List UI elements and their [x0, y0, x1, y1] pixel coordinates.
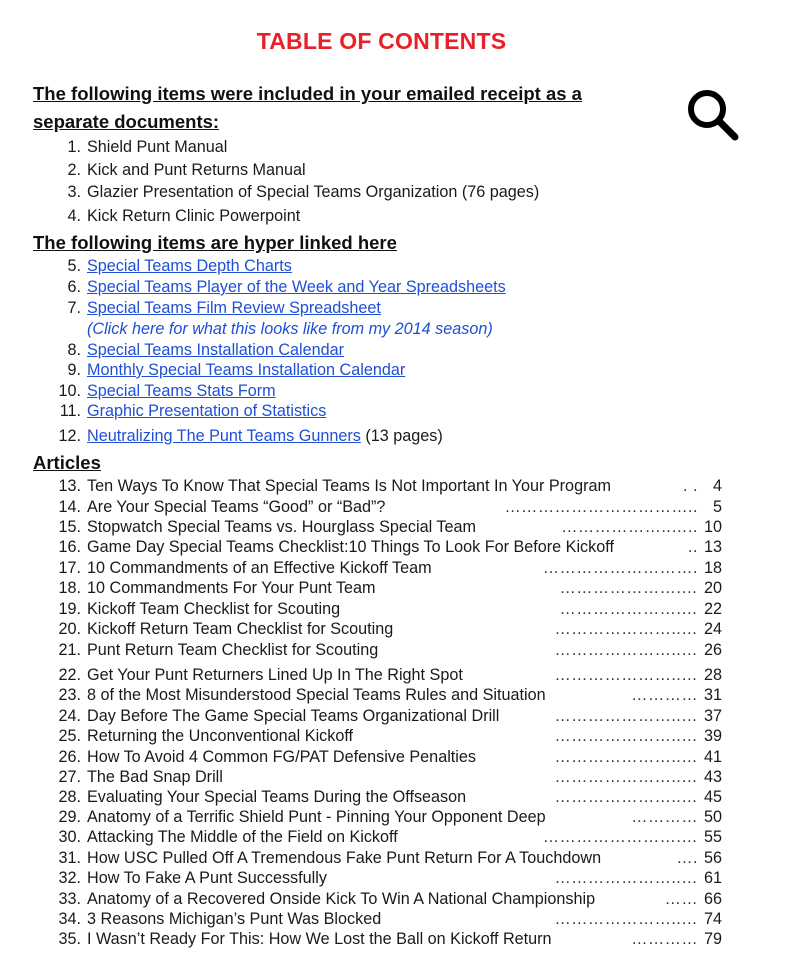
- leader-dots: …………: [631, 808, 698, 826]
- page-number: 24: [703, 620, 722, 638]
- article-item: [0, 767, 807, 787]
- article-item: [0, 619, 807, 640]
- hyperlink[interactable]: Special Teams Stats Form: [87, 381, 276, 400]
- item-number: 19.: [58, 599, 81, 618]
- leader-dots: ………………….…: [559, 579, 698, 597]
- item-number: 10.: [58, 381, 81, 400]
- item-number: 25.: [58, 727, 81, 745]
- item-text: [87, 381, 276, 401]
- hyperlink[interactable]: Graphic Presentation of Statistics: [87, 402, 327, 420]
- leader-dots: . .: [683, 477, 698, 495]
- article-item: [0, 497, 807, 517]
- page-number: 22: [703, 599, 722, 618]
- item-text: Shield Punt Manual: [87, 138, 228, 156]
- article-item: [0, 909, 807, 929]
- article-title: Anatomy of a Terrific Shield Punt - Pinning Your Opponent Deep: [87, 808, 546, 826]
- item-number: 27.: [58, 768, 81, 786]
- season-example-link[interactable]: (Click here for what this looks like from my 2014 season): [87, 319, 493, 338]
- page-number: 50: [703, 808, 722, 826]
- item-text: [87, 256, 292, 276]
- hyperlink[interactable]: Special Teams Film Review Spreadsheet: [87, 299, 381, 317]
- item-number: 33.: [58, 889, 81, 908]
- article-item: [0, 929, 807, 950]
- hyperlink[interactable]: Special Teams Installation Calendar: [87, 340, 345, 359]
- list-item: [0, 401, 807, 426]
- article-item: [0, 787, 807, 807]
- articles-heading: Articles: [33, 452, 101, 473]
- list-item: [0, 319, 807, 340]
- list-item: [0, 426, 807, 447]
- page-number: 5: [712, 497, 722, 516]
- item-number: 26.: [58, 747, 81, 766]
- article-item: [0, 599, 807, 620]
- item-text: Kick Return Clinic Powerpoint: [87, 206, 301, 225]
- list-item: [0, 298, 807, 319]
- page-number: 4: [712, 477, 722, 495]
- article-item: [0, 558, 807, 578]
- article-title: 10 Commandments For Your Punt Team: [87, 579, 376, 597]
- item-text: Glazier Presentation of Special Teams Organization (76 pages): [87, 183, 540, 201]
- hyperlink[interactable]: Monthly Special Teams Installation Calendar: [87, 361, 406, 379]
- leader-dots: …………………..…: [554, 640, 698, 659]
- page-number: 10: [703, 517, 722, 536]
- article-title: Punt Return Team Checklist for Scouting: [87, 640, 379, 659]
- leader-dots: …………………..…: [554, 788, 698, 806]
- article-title: Evaluating Your Special Teams During the Offseason: [87, 788, 467, 806]
- page-number: 28: [703, 665, 722, 684]
- emailed-heading-line2: separate documents:: [33, 111, 220, 132]
- item-number: 24.: [58, 707, 81, 725]
- article-title: Are Your Special Teams “Good” or “Bad”?: [87, 497, 386, 516]
- article-title: Game Day Special Teams Checklist:10 Things To Look For Before Kickoff: [87, 538, 614, 556]
- page-number: 18: [703, 559, 722, 577]
- item-text: [87, 277, 506, 297]
- item-extra: (13 pages): [360, 426, 443, 445]
- leader-dots: …………………..…: [554, 747, 698, 766]
- article-title: Kickoff Return Team Checklist for Scouting: [87, 620, 394, 638]
- article-item: [0, 868, 807, 889]
- page-number: 26: [703, 640, 722, 659]
- article-title: How To Fake A Punt Successfully: [87, 869, 327, 887]
- item-number: 17.: [58, 559, 81, 577]
- item-number: 12.: [58, 426, 81, 445]
- item-number: 6.: [67, 278, 81, 296]
- article-item: [0, 537, 807, 558]
- item-number: 5.: [67, 257, 81, 275]
- article-item: [0, 665, 807, 686]
- item-number: 28.: [58, 788, 81, 806]
- item-number: 30.: [58, 828, 81, 846]
- item-number: 14.: [58, 497, 81, 516]
- article-item: [0, 578, 807, 599]
- article-item: [0, 827, 807, 848]
- item-number: 3.: [67, 183, 81, 201]
- item-number: 22.: [58, 665, 81, 684]
- leader-dots: …………………..…: [554, 620, 698, 638]
- article-title: Kickoff Team Checklist for Scouting: [87, 599, 341, 618]
- list-item: [0, 182, 807, 206]
- article-title: The Bad Snap Drill: [87, 768, 223, 786]
- item-number: 2.: [67, 160, 81, 179]
- page-number: 45: [703, 788, 722, 806]
- emailed-items-list: [0, 137, 807, 229]
- article-title: 10 Commandments of an Effective Kickoff Team: [87, 559, 432, 577]
- leader-dots: ….: [676, 848, 698, 867]
- article-title: Returning the Unconventional Kickoff: [87, 727, 354, 745]
- list-item: [0, 381, 807, 402]
- list-item: [0, 160, 807, 183]
- page-number: 13: [703, 538, 722, 556]
- leader-dots: …………………..…: [554, 869, 698, 887]
- hyperlink[interactable]: Special Teams Player of the Week and Year Spreadsheets: [87, 278, 506, 296]
- leader-dots: ……………………….: [542, 559, 698, 577]
- page-number: 37: [703, 707, 722, 725]
- article-title: How To Avoid 4 Common FG/PAT Defensive Penalties: [87, 747, 476, 766]
- page-number: 74: [703, 910, 722, 928]
- item-number: 8.: [67, 340, 81, 359]
- page-number: 39: [703, 727, 722, 745]
- item-number: 11.: [59, 402, 81, 420]
- article-title: 8 of the Most Misunderstood Special Teams Rules and Situation: [87, 686, 546, 704]
- article-title: 3 Reasons Michigan’s Punt Was Blocked: [87, 910, 382, 928]
- leader-dots: ………………..…..: [561, 517, 698, 536]
- item-text: [87, 360, 405, 380]
- item-text: [87, 426, 443, 446]
- leader-dots: …………: [631, 686, 698, 704]
- article-item: [0, 476, 807, 497]
- linked-heading: The following items are hyper linked here: [33, 232, 397, 253]
- leader-dots: …………………..…: [554, 727, 698, 745]
- item-number: 9.: [67, 361, 81, 379]
- leader-dots: …………………..…: [554, 768, 698, 786]
- search-icon[interactable]: [685, 87, 741, 143]
- article-item: [0, 517, 807, 538]
- article-title: Anatomy of a Recovered Onside Kick To Win A National Championship: [87, 889, 596, 908]
- item-number: 32.: [58, 869, 81, 887]
- item-number: 31.: [58, 848, 81, 867]
- page-number: 79: [703, 930, 722, 948]
- item-number: 23.: [58, 686, 81, 704]
- item-text: Kick and Punt Returns Manual: [87, 160, 306, 179]
- item-number: 34.: [58, 910, 81, 928]
- article-item: [0, 747, 807, 768]
- article-item: [0, 706, 807, 726]
- article-item: [0, 640, 807, 665]
- item-text: [87, 340, 344, 360]
- article-title: Stopwatch Special Teams vs. Hourglass Special Team: [87, 517, 476, 536]
- article-item: [0, 807, 807, 827]
- leader-dots: …………………..…: [554, 707, 698, 725]
- article-title: Ten Ways To Know That Special Teams Is Not Important In Your Program: [87, 477, 611, 495]
- article-item: [0, 889, 807, 910]
- list-item: [0, 360, 807, 381]
- list-item: [0, 206, 807, 229]
- leader-dots: ……: [664, 889, 698, 908]
- item-number: 18.: [58, 579, 81, 597]
- list-item: [0, 340, 807, 361]
- article-item: [0, 685, 807, 706]
- article-title: I Wasn’t Ready For This: How We Lost the Ball on Kickoff Return: [87, 930, 552, 948]
- article-title: Attacking The Middle of the Field on Kickoff: [87, 828, 398, 846]
- page-number: 31: [703, 686, 722, 704]
- hyperlink[interactable]: Special Teams Depth Charts: [87, 257, 292, 275]
- leader-dots: ………………….…: [559, 599, 698, 618]
- leader-dots: …………………..…: [554, 910, 698, 928]
- page-number: 41: [703, 747, 722, 766]
- list-item: [0, 137, 807, 160]
- item-text: [87, 401, 326, 421]
- page-number: 56: [703, 848, 722, 867]
- item-number: 7.: [67, 299, 81, 317]
- item-number: 21.: [58, 640, 81, 659]
- item-number: 15.: [58, 517, 81, 536]
- article-item: [0, 726, 807, 747]
- article-title: Day Before The Game Special Teams Organizational Drill: [87, 707, 500, 725]
- leader-dots: ..: [688, 538, 698, 556]
- leader-dots: …………………..…: [554, 665, 698, 684]
- page-number: 61: [703, 869, 722, 887]
- leader-dots: ……………………………..: [504, 497, 698, 516]
- page-number: 20: [703, 579, 722, 597]
- articles-list: [0, 476, 807, 950]
- item-number: 20.: [58, 620, 81, 638]
- leader-dots: …………………….…: [542, 828, 698, 846]
- page-title: TABLE OF CONTENTS: [256, 28, 507, 54]
- leader-dots: …………: [631, 930, 698, 948]
- item-number: 29.: [58, 808, 81, 826]
- item-number: 13.: [58, 477, 81, 495]
- item-number: 4.: [67, 206, 81, 225]
- item-text: [87, 298, 381, 318]
- page-number: 66: [703, 889, 722, 908]
- article-title: How USC Pulled Off A Tremendous Fake Punt Return For A Touchdown: [87, 848, 602, 867]
- item-number: 16.: [58, 538, 81, 556]
- page-number: 43: [703, 768, 722, 786]
- linked-items-list: [0, 256, 807, 447]
- item-number: 35.: [58, 930, 81, 948]
- page-number: 55: [703, 828, 722, 846]
- article-item: [0, 848, 807, 869]
- list-item: [0, 277, 807, 298]
- article-title: Get Your Punt Returners Lined Up In The Right Spot: [87, 665, 463, 684]
- item-number: 1.: [67, 138, 81, 156]
- emailed-heading-line1: The following items were included in your emailed receipt as a: [33, 83, 582, 104]
- hyperlink[interactable]: Neutralizing The Punt Teams Gunners: [87, 426, 361, 445]
- list-item: [0, 256, 807, 277]
